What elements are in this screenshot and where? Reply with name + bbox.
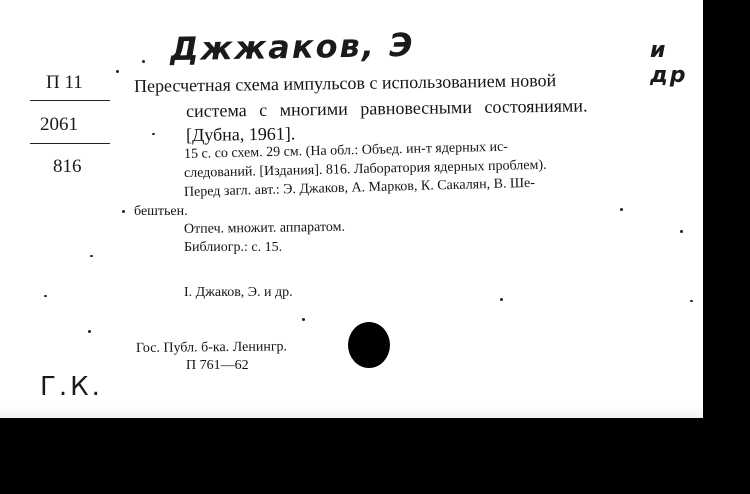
description-line: бештьен.	[134, 204, 188, 219]
ink-speck	[152, 133, 155, 135]
ink-speck	[90, 255, 93, 257]
ink-speck	[44, 295, 47, 297]
tracing-entry: I. Джаков, Э. и др.	[184, 285, 293, 300]
handwritten-initials: Г.К.	[40, 372, 103, 402]
description-line: Перед загл. авт.: Э. Джаков, А. Марков, К. Сакалян, В. Ше-	[183, 175, 536, 200]
title-line: система с многими равновесными состояниями.	[185, 95, 588, 121]
call-number-issue: 816	[53, 156, 82, 177]
description-line: Библиогр.: с. 15.	[184, 240, 283, 255]
description-line: Отпеч. множит. аппаратом.	[183, 219, 346, 237]
description-line: 15 с. со схем. 29 см. (На обл.: Объед. ин-т ядерных ис-	[183, 139, 509, 162]
ink-speck	[122, 210, 125, 213]
card-edge-shade	[0, 405, 703, 418]
inventory-number: П 761—62	[186, 358, 249, 373]
call-number-divider	[30, 100, 110, 101]
handwritten-author: Джжаков, Э	[169, 25, 415, 69]
ink-speck	[620, 208, 623, 211]
ink-speck	[302, 318, 305, 321]
handwritten-suffix: и др	[650, 38, 688, 88]
ink-speck	[690, 300, 693, 302]
ink-speck	[500, 298, 503, 301]
ink-speck	[680, 230, 683, 233]
call-number-divider	[30, 143, 110, 144]
call-number-shelf: 2061	[40, 114, 78, 135]
ink-blot	[348, 322, 390, 368]
ink-speck	[142, 60, 145, 63]
ink-speck	[116, 70, 119, 73]
library-name: Гос. Публ. б-ка. Ленингр.	[135, 339, 288, 356]
call-number-series: П 11	[46, 72, 83, 93]
description-line: следований. [Издания]. 816. Лаборатория ядерных проблем).	[183, 157, 547, 181]
title-line: [Дубна, 1961].	[185, 123, 296, 145]
ink-speck	[88, 330, 91, 333]
title-line: Пересчетная схема импульсов с использованием новой	[133, 70, 557, 96]
